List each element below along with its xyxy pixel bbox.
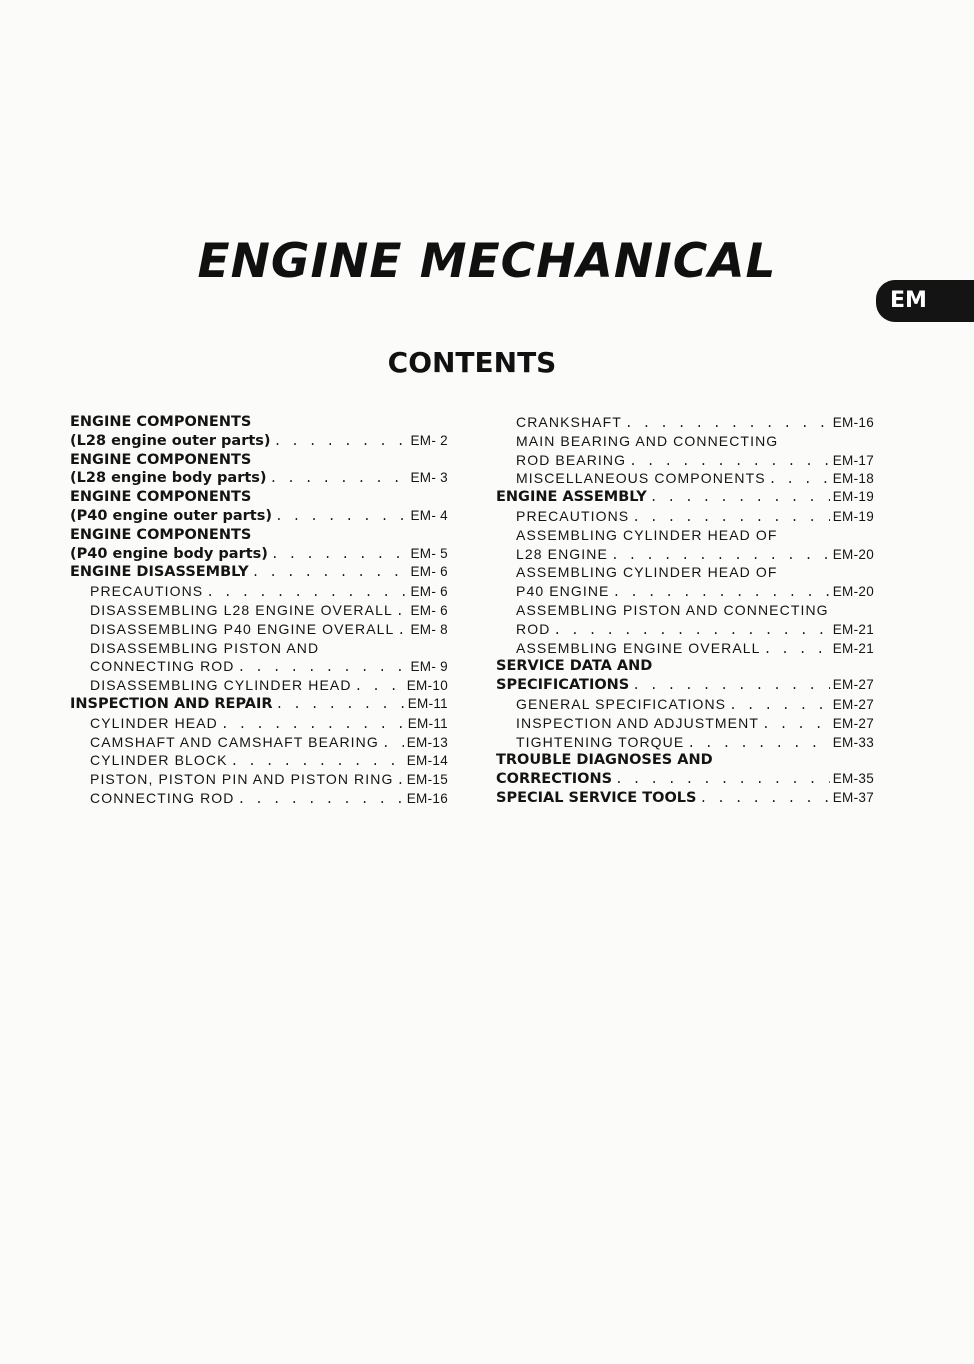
dot-leader xyxy=(396,772,403,789)
dot-leader xyxy=(699,790,829,808)
toc-entry-title: ENGINE COMPONENTS xyxy=(70,414,252,430)
toc-page-number: EM- 4 xyxy=(410,507,448,523)
toc-section-entry xyxy=(496,657,874,676)
dot-leader xyxy=(769,471,830,488)
toc-entry-title: ENGINE COMPONENTS xyxy=(70,451,252,468)
toc-subsection-entry xyxy=(496,451,874,470)
contents-heading: CONTENTS xyxy=(387,346,557,379)
toc-entry-title: INSPECTION AND ADJUSTMENT xyxy=(516,714,759,731)
dot-leader xyxy=(355,678,404,695)
dot-leader xyxy=(729,697,830,714)
toc-entry-title: MISCELLANEOUS COMPONENTS xyxy=(516,470,766,487)
toc-entry-title: PISTON, PISTON PIN AND PISTON RING xyxy=(90,771,394,788)
toc-entry-title: DISASSEMBLING PISTON AND xyxy=(90,639,320,656)
toc-subsection-entry xyxy=(496,545,874,564)
toc-subsection-entry xyxy=(70,714,448,733)
toc-subsection-entry xyxy=(496,469,874,488)
toc-page-number: EM- 2 xyxy=(410,432,448,448)
toc-page-number: EM-20 xyxy=(832,584,874,600)
toc-page-number: EM-21 xyxy=(832,640,874,656)
toc-section-entry xyxy=(70,507,448,526)
toc-entry-title: TROUBLE DIAGNOSES AND xyxy=(496,752,713,769)
toc-entry-title: CYLINDER BLOCK xyxy=(90,752,228,769)
toc-entry-title: ASSEMBLING CYLINDER HEAD OF xyxy=(516,526,778,543)
toc-page-number: EM-37 xyxy=(832,789,874,805)
toc-entry-title: ASSEMBLING CYLINDER HEAD OF xyxy=(516,564,778,581)
toc-page-number: EM- 6 xyxy=(410,602,448,618)
toc-entry-title: L28 ENGINE xyxy=(516,545,608,562)
dot-leader xyxy=(397,622,407,639)
toc-entry-title: DISASSEMBLING P40 ENGINE OVERALL xyxy=(90,620,395,637)
dot-leader xyxy=(270,470,408,488)
toc-page-number: EM-17 xyxy=(832,452,874,468)
toc-page-number: EM-14 xyxy=(406,753,448,769)
toc-subsection-entry xyxy=(70,639,448,658)
toc-entry-title: CONNECTING ROD xyxy=(90,658,235,675)
toc-page-number: EM-20 xyxy=(832,546,874,562)
dot-leader xyxy=(615,771,830,789)
toc-page-number: EM- 6 xyxy=(410,564,448,580)
toc-subsection-entry xyxy=(496,620,874,639)
dot-leader xyxy=(252,564,408,582)
toc-page-number: EM-18 xyxy=(832,471,874,487)
toc-section-entry xyxy=(70,695,448,714)
toc-entry-title: ASSEMBLING PISTON AND CONNECTING xyxy=(516,601,829,618)
toc-entry-title: ROD xyxy=(516,620,551,637)
toc-subsection-entry xyxy=(70,751,448,770)
toc-entry-title: (P40 engine outer parts) xyxy=(70,507,272,524)
toc-entry-title: ENGINE DISASSEMBLY xyxy=(70,564,249,581)
toc-entry-title: ENGINE COMPONENTS xyxy=(70,526,252,543)
dot-leader xyxy=(629,453,830,470)
toc-section-entry xyxy=(496,789,874,808)
dot-leader xyxy=(271,546,408,564)
toc-page-number: EM-11 xyxy=(407,695,448,711)
toc-section-entry xyxy=(70,469,448,488)
toc-entry-title: CRANKSHAFT xyxy=(516,414,622,430)
toc-page-number: EM-35 xyxy=(832,771,874,787)
toc-page-number: EM- 3 xyxy=(410,470,448,486)
toc-subsection-entry xyxy=(496,507,874,526)
toc-section-entry xyxy=(70,563,448,582)
toc-entry-title: CAMSHAFT AND CAMSHAFT BEARING xyxy=(90,733,379,750)
toc-subsection-entry xyxy=(496,639,874,658)
toc-entry-title: DISASSEMBLING CYLINDER HEAD xyxy=(90,677,352,694)
section-tab: EM xyxy=(876,280,974,322)
toc-entry-title: ENGINE ASSEMBLY xyxy=(496,489,647,506)
dot-leader xyxy=(632,677,829,695)
toc-entry-title: SERVICE DATA AND xyxy=(496,658,653,675)
dot-leader xyxy=(553,622,829,639)
toc-page-number: EM-33 xyxy=(832,734,874,750)
toc-subsection-entry xyxy=(496,714,874,733)
toc-section-entry xyxy=(496,770,874,789)
toc-entry-title: CYLINDER HEAD xyxy=(90,714,218,731)
toc-page-number: EM-27 xyxy=(832,677,874,693)
page-title: ENGINE MECHANICAL xyxy=(197,234,777,289)
toc-subsection-entry xyxy=(70,601,448,620)
toc-subsection-entry xyxy=(70,657,448,676)
dot-leader xyxy=(231,753,404,770)
toc-entry-title: TIGHTENING TORQUE xyxy=(516,733,685,750)
dot-leader xyxy=(687,735,829,752)
toc-subsection-entry xyxy=(70,770,448,789)
dot-leader xyxy=(275,508,408,526)
toc-entry-title: SPECIFICATIONS xyxy=(496,677,630,694)
toc-entry-title: (P40 engine body parts) xyxy=(70,545,268,562)
dot-leader xyxy=(396,603,408,620)
toc-section-entry xyxy=(70,432,448,451)
toc-entry-title: PRECAUTIONS xyxy=(516,507,630,524)
toc-entry-title: (L28 engine outer parts) xyxy=(70,432,271,449)
toc-subsection-entry xyxy=(496,582,874,601)
contents-right-column xyxy=(496,413,874,808)
toc-subsection-entry xyxy=(496,413,874,432)
toc-section-entry xyxy=(496,488,874,507)
dot-leader xyxy=(762,716,830,733)
toc-subsection-entry xyxy=(496,733,874,752)
toc-subsection-entry xyxy=(496,526,874,545)
dot-leader xyxy=(625,415,830,432)
toc-entry-title: CONNECTING ROD xyxy=(90,789,235,806)
toc-section-entry xyxy=(496,751,874,770)
toc-page-number: EM-11 xyxy=(407,715,448,731)
toc-page-number: EM-27 xyxy=(832,696,874,712)
toc-section-entry xyxy=(70,488,448,507)
toc-page-number: EM-16 xyxy=(406,790,448,806)
toc-page-number: EM-21 xyxy=(832,621,874,637)
toc-subsection-entry xyxy=(496,695,874,714)
toc-section-entry xyxy=(70,545,448,564)
dot-leader xyxy=(764,641,830,658)
toc-page-number: EM-19 xyxy=(832,508,874,524)
toc-subsection-entry xyxy=(496,432,874,451)
toc-page-number: EM-13 xyxy=(406,734,448,750)
dot-leader xyxy=(238,791,404,808)
toc-entry-title: INSPECTION AND REPAIR xyxy=(70,695,273,712)
toc-entry-title: MAIN BEARING AND CONNECTING xyxy=(516,432,779,449)
toc-entry-title: (L28 engine body parts) xyxy=(70,470,267,487)
toc-subsection-entry xyxy=(496,601,874,620)
dot-leader xyxy=(274,433,408,451)
toc-page-number: EM-27 xyxy=(832,715,874,731)
toc-entry-title: CORRECTIONS xyxy=(496,771,613,788)
toc-page-number: EM- 6 xyxy=(410,584,448,600)
toc-page-number: EM- 8 xyxy=(410,621,448,637)
toc-entry-title: ENGINE COMPONENTS xyxy=(70,489,252,506)
toc-page-number: EM-15 xyxy=(406,772,448,788)
toc-entry-title: ROD BEARING xyxy=(516,451,627,468)
toc-section-entry xyxy=(70,451,448,470)
dot-leader xyxy=(276,696,405,714)
dot-leader xyxy=(650,489,830,507)
dot-leader xyxy=(206,584,407,601)
dot-leader xyxy=(382,735,404,752)
toc-page-number: EM-10 xyxy=(406,678,448,694)
dot-leader xyxy=(238,659,408,676)
contents-left-column xyxy=(70,413,448,808)
toc-entry-title: GENERAL SPECIFICATIONS xyxy=(516,695,727,712)
toc-entry-title: ASSEMBLING ENGINE OVERALL xyxy=(516,639,761,656)
toc-subsection-entry xyxy=(70,733,448,752)
toc-entry-title: PRECAUTIONS xyxy=(90,583,204,600)
toc-entry-title: DISASSEMBLING L28 ENGINE OVERALL xyxy=(90,601,393,618)
toc-page-number: EM-19 xyxy=(832,489,874,505)
toc-section-entry xyxy=(496,676,874,695)
toc-subsection-entry xyxy=(70,582,448,601)
toc-section-entry xyxy=(70,526,448,545)
dot-leader xyxy=(612,584,829,601)
toc-subsection-entry xyxy=(70,620,448,639)
toc-page-number: EM- 5 xyxy=(410,545,448,561)
dot-leader xyxy=(611,547,830,564)
dot-leader xyxy=(221,716,405,733)
toc-subsection-entry xyxy=(496,563,874,582)
toc-page-number: EM- 9 xyxy=(410,659,448,675)
toc-subsection-entry xyxy=(70,676,448,695)
toc-page-number: EM-16 xyxy=(832,415,874,430)
toc-entry-title: SPECIAL SERVICE TOOLS xyxy=(496,789,697,806)
toc-entry-title: P40 ENGINE xyxy=(516,583,610,600)
toc-subsection-entry xyxy=(70,789,448,808)
dot-leader xyxy=(632,509,830,526)
toc-section-entry xyxy=(70,413,448,432)
